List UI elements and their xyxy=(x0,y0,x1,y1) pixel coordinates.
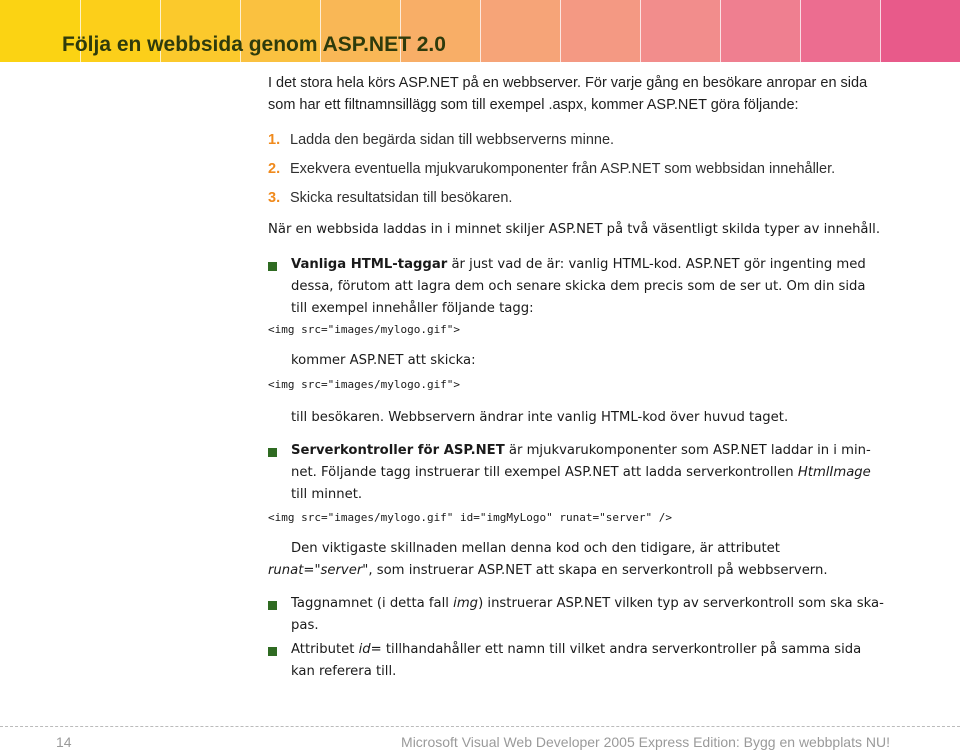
step-text: Exekvera eventuella mjukvarukomponenter från ASP.NET som webbsidan innehåller. xyxy=(290,161,836,177)
square-bullet-icon xyxy=(268,262,277,271)
difference-paragraph: Den viktigaste skillnaden mellan denna kod och den tidigare, är attributet xyxy=(291,541,780,556)
step-text: Skicka resultatsidan till besökaren. xyxy=(290,190,513,206)
memory-paragraph: När en webbsida laddas in i minnet skiljer ASP.NET på två väsentligt skilda typer av innehåll. xyxy=(268,222,881,237)
step-number: 1. xyxy=(268,132,281,148)
footer-divider xyxy=(0,726,960,727)
intro-paragraph: I det stora hela körs ASP.NET på en webbserver. För varje gång en besökare anropar en sida som har ett filtnamnsillägg som till exempel .aspx, kommer ASP.NET göra följande: xyxy=(268,75,868,113)
step-text: Ladda den begärda sidan till webbserverns minne. xyxy=(290,132,615,148)
header-divider xyxy=(640,0,641,62)
list-item xyxy=(268,184,835,213)
header-divider xyxy=(800,0,801,62)
header-stripe xyxy=(560,0,640,62)
square-bullet-icon xyxy=(268,601,277,610)
term-server-controls: Serverkontroller för ASP.NET xyxy=(291,443,505,458)
term-html-tags: Vanliga HTML-taggar xyxy=(291,257,448,272)
header-divider xyxy=(480,0,481,62)
code-sample-3: <img src="images/mylogo.gif" id="imgMyLogo" runat="server" /> xyxy=(268,511,672,524)
bullet-server-controls: Serverkontroller för ASP.NET är mjukvarukomponenter som ASP.NET laddar in i min- net. Följande tagg instruerar till exempel ASP.NET att ladda serverkontrollen HtmlImage till minnet. xyxy=(291,443,871,502)
list-item xyxy=(268,155,835,184)
bullet-tagname: Taggnamnet (i detta fall img) instruerar ASP.NET vilken typ av serverkontroll som ska ska- pas. xyxy=(291,596,884,633)
header-stripe xyxy=(720,0,800,62)
header-divider xyxy=(560,0,561,62)
header-divider xyxy=(880,0,881,62)
book-title: Microsoft Visual Web Developer 2005 Express Edition: Bygg en webbplats NU! xyxy=(401,734,890,750)
header-stripe xyxy=(880,0,960,62)
header-stripe xyxy=(640,0,720,62)
step-number: 2. xyxy=(268,161,281,177)
bullet-id-attribute: Attributet id= tillhandahåller ett namn till vilket andra serverkontroller på samma sida kan referera till. xyxy=(291,642,862,679)
steps-list xyxy=(268,126,835,213)
header-stripe xyxy=(800,0,880,62)
till-besokaren-text: till besökaren. Webbservern ändrar inte vanlig HTML-kod över huvud taget. xyxy=(291,410,789,425)
step-number: 3. xyxy=(268,190,281,206)
difference-paragraph-line2: runat="server", som instruerar ASP.NET att skapa en serverkontroll på webbservern. xyxy=(268,563,828,578)
code-sample-2: <img src="images/mylogo.gif"> xyxy=(268,378,461,391)
page-title: Följa en webbsida genom ASP.NET 2.0 xyxy=(62,33,446,56)
kommer-text: kommer ASP.NET att skicka: xyxy=(291,353,476,368)
header-divider xyxy=(720,0,721,62)
code-sample-1: <img src="images/mylogo.gif"> xyxy=(268,323,461,336)
list-item xyxy=(268,126,835,155)
square-bullet-icon xyxy=(268,448,277,457)
bullet-html-tags: Vanliga HTML-taggar är just vad de är: vanlig HTML-kod. ASP.NET gör ingenting med dessa, förutom att lagra dem och senare skicka dem precis som de ser ut. Om din sida till exempel innehåller följande tagg: xyxy=(291,257,866,316)
header-stripe xyxy=(480,0,560,62)
page-number: 14 xyxy=(56,734,72,750)
square-bullet-icon xyxy=(268,647,277,656)
